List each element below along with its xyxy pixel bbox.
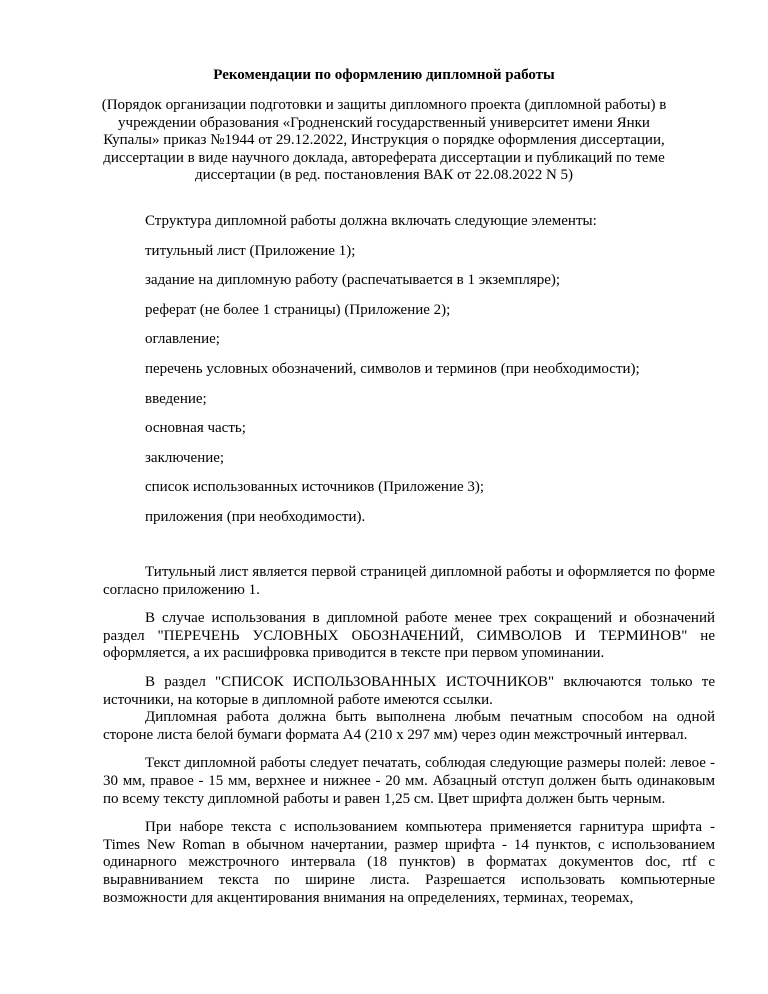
- paragraph: При наборе текста с использованием компьютера применяется гарнитура шрифта - Times New Roman в обычном начертании, размер шрифта - 14 пунктов, с использованием одинарного межстрочного интервала (18 пунктов) в форматах документов doc, rtf с выравниванием текста по ширине листа. Разрешается использовать компьютерные возможности для акцентирования внимания на определениях, терминах, теоремах,: [103, 819, 715, 906]
- list-item: список использованных источников (Приложение 3);: [145, 479, 485, 496]
- paragraph: В случае использования в дипломной работе менее трех сокращений и обозначений раздел "ПЕРЕЧЕНЬ УСЛОВНЫХ ОБОЗНАЧЕНИЙ, СИМВОЛОВ И ТЕРМИНОВ" не оформляется, а их расшифровка приводится в тексте при первом упоминании.: [103, 610, 715, 662]
- document-title: Рекомендации по оформлению дипломной работы: [213, 67, 555, 83]
- document-body: [103, 564, 715, 907]
- list-item: основная часть;: [145, 420, 246, 437]
- list-item: заключение;: [145, 449, 225, 466]
- list-item: введение;: [145, 390, 207, 407]
- paragraph: Дипломная работа должна быть выполнена любым печатным способом на одной стороне листа белой бумаги формата А4 (210 х 297 мм) через один межстрочный интервал.: [103, 709, 715, 743]
- structure-intro: Структура дипломной работы должна включать следующие элементы:: [145, 213, 597, 229]
- list-item: реферат (не более 1 страницы) (Приложение 2);: [145, 301, 451, 318]
- list-item: задание на дипломную работу (распечатывается в 1 экземпляре);: [145, 272, 561, 289]
- list-item: перечень условных обозначений, символов и терминов (при необходимости);: [145, 360, 640, 377]
- paragraph: Титульный лист является первой страницей дипломной работы и оформляется по форме согласно приложению 1.: [103, 564, 715, 598]
- list-item: титульный лист (Приложение 1);: [145, 242, 356, 259]
- document-subtitle: (Порядок организации подготовки и защиты дипломного проекта (дипломной работы) в учреждении образования «Гродненский государственный университет имени Янки Купалы» приказ №1944 от 29.12.2022, Инструкция о порядке оформления диссертации, диссертации в виде научного доклада, автореферата диссертации и публикаций по теме диссертации (в ред. постановления ВАК от 22.08.2022 N 5): [101, 97, 667, 184]
- list-item: оглавление;: [145, 331, 220, 348]
- paragraph: Текст дипломной работы следует печатать, соблюдая следующие размеры полей: левое - 30 мм, правое - 15 мм, верхнее и нижнее - 20 мм. Абзацный отступ должен быть одинаковым по всему тексту дипломной работы и равен 1,25 см. Цвет шрифта должен быть черным.: [103, 755, 715, 807]
- list-item: приложения (при необходимости).: [145, 508, 366, 525]
- structure-list: [145, 212, 725, 538]
- paragraph: В раздел "СПИСОК ИСПОЛЬЗОВАННЫХ ИСТОЧНИКОВ" включаются только те источники, на которые в дипломной работе имеются ссылки.: [103, 673, 715, 708]
